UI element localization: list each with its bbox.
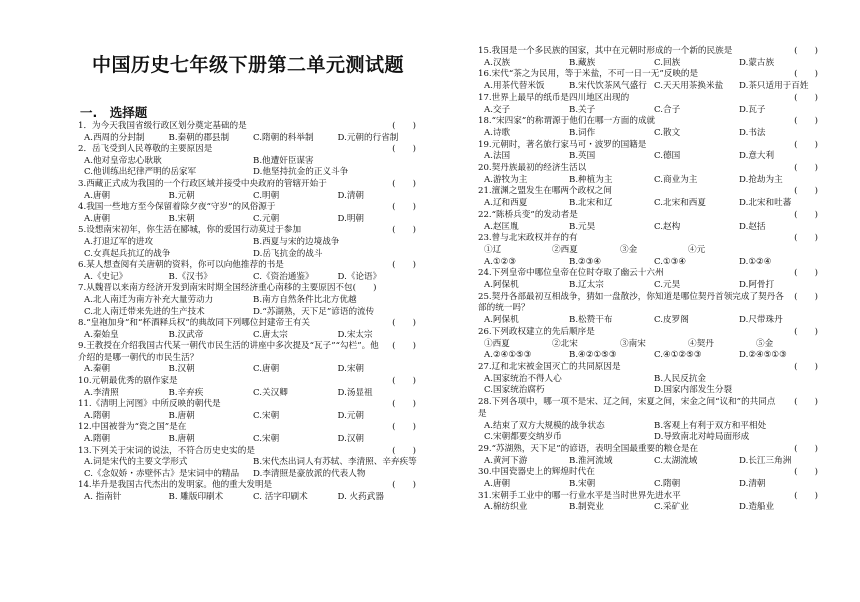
question-item (478, 491, 818, 514)
question-item (478, 327, 818, 362)
answer-option[interactable]: B.淮河流域 (569, 455, 613, 466)
answer-option[interactable]: D.意大利 (739, 151, 775, 162)
answer-option[interactable]: ③金 (620, 244, 638, 255)
answer-option[interactable]: B.南方自然条件比北方优越 (253, 294, 357, 305)
answer-option[interactable]: D.汤显祖 (337, 387, 373, 398)
answer-option[interactable]: C.①③④ (654, 256, 687, 267)
answer-option[interactable]: D.长江三角洲 (739, 455, 792, 466)
answer-option[interactable]: B.西夏与宋的边境战争 (253, 236, 340, 247)
answer-option[interactable]: B.词作 (569, 127, 596, 138)
answer-option[interactable]: D.宋太宗 (337, 329, 373, 340)
answer-bracket: ( ) (794, 291, 818, 302)
answer-option[interactable]: A.法国 (484, 151, 511, 162)
answer-option[interactable]: C.女真起兵抗辽的战争 (84, 248, 171, 259)
question-stem: 12.中国被誉为“瓷之国”是在 (78, 422, 187, 433)
answer-option[interactable]: A.词是宋代的主要文学形式 (84, 457, 188, 468)
answer-option[interactable]: C.④①②⑤③ (654, 350, 702, 361)
answer-bracket: ( ) (794, 186, 818, 197)
options-row (478, 456, 818, 468)
answer-option[interactable]: A.李清照 (84, 387, 119, 398)
answer-option[interactable]: C.天天用茶换米盐 (654, 81, 724, 92)
answer-option[interactable]: B.秦朝的郡县制 (168, 132, 230, 143)
question-item (78, 318, 416, 341)
options-row (78, 330, 416, 342)
question-stem: 31.宋朝手工业中的哪一行业水平是当时世界先进水平 (478, 490, 681, 501)
page-title: 中国历史七年级下册第二单元测试题 (92, 54, 405, 76)
answer-option[interactable]: D.岳飞抗金的战斗 (253, 248, 323, 259)
answer-option[interactable]: B.北宋和辽 (569, 198, 613, 209)
answer-option[interactable]: A.隋朝 (84, 410, 111, 421)
question-stem: 21.澶渊之盟发生在哪两个政权之间 (478, 186, 612, 197)
question-stem: 29.“苏湖熟，天下足”的谚语，表明全国最重要的粮仓是在 (478, 443, 699, 454)
answer-option[interactable]: B.辽太宗 (569, 280, 604, 291)
answer-option[interactable]: D.国家内部发生分裂 (654, 385, 733, 396)
answer-option[interactable]: ①西夏 (484, 338, 510, 349)
answer-option[interactable]: B.人民反抗金 (654, 373, 707, 384)
question-stem: 18.“宋四家”的称谓源于他们在哪一方面的成就 (478, 116, 656, 127)
question-stem: 26.下列政权建立的先后顺序是 (478, 326, 595, 337)
answer-option[interactable]: D.①②④ (739, 256, 772, 267)
question-stem: 24.下列皇帝中哪位皇帝在位时夺取了幽云十六州 (478, 268, 664, 279)
answer-option[interactable]: B.他遭奸臣谋害 (253, 155, 314, 166)
answer-option[interactable]: C. 活字印刷术 (253, 492, 308, 502)
question-item (78, 225, 416, 260)
options-row (478, 151, 818, 163)
answer-option[interactable]: B.藏族 (569, 57, 596, 68)
question-item (78, 480, 416, 503)
answer-bracket: ( ) (392, 318, 416, 329)
answer-option[interactable]: D. 火药武器 (337, 492, 384, 502)
question-item (478, 140, 818, 163)
options-row (78, 156, 416, 179)
options-row (78, 411, 416, 423)
options-row (78, 191, 416, 203)
answer-option[interactable]: ③南宋 (620, 338, 646, 349)
options-row (478, 81, 818, 93)
question-item (478, 467, 818, 490)
answer-option[interactable]: D.李清照是豪放派的代表人物 (253, 468, 366, 479)
options-row (78, 434, 416, 446)
answer-option[interactable]: D.元朝的行省制 (337, 132, 399, 143)
answer-option[interactable]: D.清朝 (337, 190, 365, 201)
answer-option[interactable]: C.唐太宗 (253, 329, 288, 340)
question-stem: 20.契丹族最初的经济生活以 (478, 163, 587, 174)
answer-option[interactable]: C.隋朝 (654, 479, 681, 490)
answer-option[interactable]: A.西周的分封制 (84, 132, 145, 143)
options-row (478, 374, 818, 397)
question-item (478, 163, 818, 186)
answer-option[interactable]: D.导致南北对峙局面形成 (654, 432, 750, 443)
options-row (478, 198, 818, 210)
question-item (78, 422, 416, 445)
answer-option[interactable]: B.关子 (569, 104, 596, 115)
question-stem: 9.王教授在介绍我国古代某一朝代市民生活的讲座中多次提及“瓦子”“勾栏”。他介绍的是哪一朝代的市民生活？ (78, 341, 379, 363)
answer-option[interactable]: D.元朝 (337, 410, 365, 421)
question-stem: 1．为今天我国省级行政区划分奠定基础的是 (78, 121, 247, 131)
answer-bracket: ( ) (794, 490, 818, 501)
answer-option[interactable]: D.宋朝 (337, 364, 365, 375)
question-item (78, 179, 416, 202)
answer-option[interactable]: ④契丹 (688, 338, 714, 349)
question-stem: 11.《清明上河图》中所反映的朝代是 (78, 399, 221, 410)
answer-bracket: ( ) (392, 260, 416, 271)
answer-option[interactable]: D.明朝 (337, 213, 365, 224)
answer-option[interactable]: A.①②③ (484, 256, 517, 267)
question-stem: 27.辽和北宋被金国灭亡的共同原因是 (478, 361, 621, 372)
answer-option[interactable]: B.辛弃疾 (168, 387, 204, 398)
question-item (78, 399, 416, 422)
answer-bracket: ( ) (392, 422, 416, 433)
answer-bracket: ( ) (794, 163, 818, 174)
answer-option[interactable]: A.②④①⑤③ (484, 350, 532, 361)
answer-option[interactable]: B.客观上有利于双方和平相处 (654, 420, 767, 431)
answer-option[interactable]: ①辽 (484, 244, 502, 255)
answer-option[interactable]: C.回族 (654, 57, 681, 68)
answer-option[interactable]: B.松赞干布 (569, 315, 613, 326)
answer-option[interactable]: B.汉朝 (168, 364, 195, 375)
question-item (78, 283, 416, 318)
answer-option[interactable]: C.元昊 (654, 280, 681, 291)
question-item (78, 260, 416, 283)
answer-option[interactable]: C.明朝 (253, 190, 280, 201)
answer-option[interactable]: B.元朝 (168, 190, 195, 201)
answer-option[interactable]: B.宋朝 (569, 479, 596, 490)
answer-option[interactable]: A.阿保机 (484, 280, 519, 291)
answer-option[interactable]: A.诗歌 (484, 127, 511, 138)
answer-option[interactable]: A.隋朝 (84, 434, 111, 445)
answer-option[interactable]: D.造船业 (739, 502, 775, 513)
options-row (478, 339, 818, 351)
answer-bracket: ( ) (392, 144, 416, 155)
answer-bracket: ( ) (794, 209, 818, 220)
answer-bracket: ( ) (794, 361, 818, 372)
question-list-left (78, 121, 416, 504)
answer-option[interactable]: C.宋朝 (253, 434, 280, 445)
answer-option[interactable]: A. 指南针 (84, 492, 122, 502)
question-item (478, 233, 818, 268)
options-row (478, 421, 818, 444)
options-row (478, 350, 818, 362)
answer-bracket: ( ) (392, 399, 416, 410)
options-row (478, 257, 818, 269)
question-item (478, 210, 818, 233)
question-stem: 4.我国一些地方至今保留着除夕夜“守岁”的风俗源于 (78, 202, 276, 213)
question-item (78, 144, 416, 179)
options-row (78, 295, 416, 318)
answer-bracket: ( ) (794, 268, 818, 279)
answer-option[interactable]: ②北宋 (552, 338, 578, 349)
answer-option[interactable]: C.散文 (654, 127, 681, 138)
answer-bracket: ( ) (794, 92, 818, 103)
options-row (478, 280, 818, 292)
answer-option[interactable]: A.赵匡胤 (484, 221, 519, 232)
options-row (478, 128, 818, 140)
question-stem: 13.下列关于宋词的说法，不符合历史史实的是 (78, 445, 255, 456)
options-row (78, 388, 416, 400)
answer-option[interactable]: ④元 (688, 244, 706, 255)
answer-option[interactable]: D.北宋和吐蕃 (739, 198, 792, 209)
answer-option[interactable]: B.制瓷业 (569, 502, 604, 513)
question-item (478, 46, 818, 69)
answer-option[interactable]: D.《论语》 (337, 271, 382, 282)
answer-option[interactable]: A.国家统治不得人心 (484, 373, 562, 384)
answer-option[interactable]: C.他训练出纪律严明的岳家军 (84, 167, 197, 178)
answer-option[interactable]: A.黄河下游 (484, 455, 528, 466)
answer-option[interactable]: D.尺带珠丹 (739, 315, 783, 326)
answer-option[interactable]: B. 雕版印刷术 (168, 492, 224, 502)
answer-bracket: ( ) (392, 376, 416, 387)
question-item (478, 362, 818, 397)
question-item (478, 69, 818, 92)
section-heading: 一. 选择题 (80, 105, 148, 120)
answer-option[interactable]: A.阿保机 (484, 315, 519, 326)
answer-bracket: ( ) (392, 480, 416, 491)
answer-option[interactable]: C.隋朝的科举制 (253, 132, 314, 143)
answer-bracket: ( ) (392, 202, 416, 213)
question-item (478, 186, 818, 209)
question-stem: 30.中国瓷器史上的辉煌时代在 (478, 467, 595, 478)
answer-option[interactable]: A.唐朝 (484, 479, 511, 490)
question-stem: 28.下列各项中，哪一项不是宋、辽之间，宋夏之间，宋金之间“议和”的共同点是 (478, 397, 776, 419)
question-stem: 14.毕升是我国古代杰出的发明家。他的重大发明是 (78, 480, 273, 491)
answer-option[interactable]: A.北人南迁为南方补充大量劳动力 (84, 294, 214, 305)
options-row (478, 245, 818, 257)
answer-option[interactable]: A.汉族 (484, 57, 511, 68)
answer-option[interactable]: A.唐朝 (84, 213, 111, 224)
question-item (478, 93, 818, 116)
answer-option[interactable]: D.清朝 (739, 479, 766, 490)
question-item (478, 444, 818, 467)
answer-option[interactable]: A.交子 (484, 104, 511, 115)
question-stem: 19.元朝时，著名旅行家马可・波罗的国籍是 (478, 139, 647, 150)
answer-bracket: ( ) (794, 443, 818, 454)
question-stem: 15.我国是一个多民族的国家，其中在元朝时形成的一个新的民族是 (478, 46, 733, 56)
question-stem: 2．岳飞受到人民尊敬的主要原因是 (78, 144, 213, 155)
answer-option[interactable]: C.国家统治腐朽 (484, 385, 545, 396)
question-stem: 10.元朝最优秀的剧作家是 (78, 376, 178, 387)
question-item (478, 397, 818, 444)
answer-option[interactable]: D.茶只适用于百姓 (739, 81, 809, 92)
answer-option[interactable]: C.关汉卿 (253, 387, 288, 398)
answer-option[interactable]: D.抢劫为主 (739, 174, 783, 185)
answer-option[interactable]: A.秦始皇 (84, 329, 119, 340)
answer-option[interactable]: C.赵构 (654, 221, 681, 232)
answer-option[interactable]: B.汉武帝 (168, 329, 204, 340)
answer-option[interactable]: ②西夏 (552, 244, 578, 255)
options-row (78, 237, 416, 260)
answer-bracket: ( ) (794, 326, 818, 337)
answer-option[interactable]: C.太湖流域 (654, 455, 698, 466)
answer-option[interactable]: D.书法 (739, 127, 766, 138)
answer-bracket: ( ) (794, 116, 818, 127)
answer-option[interactable]: A.用茶代替米饭 (484, 81, 545, 92)
options-row (478, 315, 818, 327)
options-row (78, 214, 416, 226)
answer-option[interactable]: C.德国 (654, 151, 681, 162)
answer-option[interactable]: A.游牧为主 (484, 174, 528, 185)
answer-option[interactable]: D.他坚持抗金的正义斗争 (253, 167, 349, 178)
answer-bracket: ( ) (794, 397, 818, 408)
question-item (478, 116, 818, 139)
answer-option[interactable]: B.宋朝 (168, 213, 195, 224)
answer-option[interactable]: B.英国 (569, 151, 596, 162)
options-row (78, 364, 416, 376)
answer-option[interactable]: C.皮罗阁 (654, 315, 689, 326)
answer-bracket: ( ) (794, 467, 818, 478)
answer-bracket: ( ) (794, 69, 818, 80)
answer-option[interactable]: C.北人南迁带来先进的生产技术 (84, 306, 205, 317)
answer-option[interactable]: A.辽和西夏 (484, 198, 528, 209)
answer-bracket: ( ) (392, 178, 416, 189)
answer-option[interactable]: ⑤金 (756, 338, 774, 349)
question-stem: 8.“皇袍加身”和“杯酒释兵权”的典故同下列哪位封建帝王有关 (78, 318, 311, 329)
answer-option[interactable]: B.唐朝 (168, 410, 195, 421)
question-item (78, 376, 416, 399)
question-stem: 17.世界上最早的纸币是四川地区出现的 (478, 92, 630, 103)
answer-option[interactable]: B.种植为主 (569, 174, 613, 185)
options-row (78, 272, 416, 284)
options-row (478, 222, 818, 234)
question-stem: 16.宋代“茶之为民用，等于米盐，不可一日一无”反映的是 (478, 69, 699, 80)
question-item (78, 341, 416, 376)
options-row (78, 457, 416, 480)
answer-option[interactable]: B.《汉书》 (168, 271, 212, 282)
question-item (78, 202, 416, 225)
answer-option[interactable]: C.北宋和西夏 (654, 198, 706, 209)
answer-bracket: ( ) (392, 341, 416, 352)
answer-option[interactable]: D.汉朝 (337, 434, 365, 445)
answer-option[interactable]: D.“苏湖熟，天下足”谚语的流传 (253, 306, 375, 317)
answer-bracket: ( ) (794, 139, 818, 150)
answer-option[interactable]: C.宋朝都要交纳岁币 (484, 432, 562, 443)
answer-option[interactable]: D.阿骨打 (739, 280, 775, 291)
question-stem: 25.契丹各部最初互相战争，猜如一盘散沙，你知道是哪位契丹首领完成了契丹各部的统一吗？ (478, 291, 784, 314)
answer-bracket: ( ) (392, 225, 416, 236)
answer-option[interactable]: B.④②①⑤③ (569, 350, 617, 361)
question-stem: 23.曾与北宋政权并存的有 (478, 233, 578, 244)
answer-bracket: ( ) (392, 445, 416, 456)
answer-bracket: ( ) (794, 46, 818, 56)
options-row (478, 175, 818, 187)
question-stem: 3.西藏正式成为我国的一个行政区域并接受中央政府的管辖开始于 (78, 178, 327, 189)
question-item (78, 446, 416, 481)
answer-option[interactable]: C.《资治通鉴》 (253, 271, 314, 282)
options-row (478, 105, 818, 117)
answer-option[interactable]: D.瓦子 (739, 104, 766, 115)
answer-bracket: ( ) (794, 233, 818, 244)
options-row (478, 502, 818, 514)
answer-option[interactable]: A.结束了双方大规模的战争状态 (484, 420, 605, 431)
question-stem: 7.从魏晋以来南方经济开发到南宋时期全国经济重心南移的主要原因不包( ) (78, 283, 377, 294)
question-stem: 22.“陈桥兵变”的发动者是 (478, 209, 578, 220)
answer-option[interactable]: C.宋朝 (253, 410, 280, 421)
answer-option[interactable]: D.蒙古族 (739, 57, 775, 68)
answer-option[interactable]: C.唐朝 (253, 364, 280, 375)
options-row (78, 133, 416, 145)
answer-option[interactable]: B.宋代饮茶风气盛行 (569, 81, 647, 92)
options-row (478, 479, 818, 491)
answer-option[interactable]: A.棉纺织业 (484, 502, 528, 513)
answer-option[interactable]: B.唐朝 (168, 434, 195, 445)
answer-option[interactable]: A.唐朝 (84, 190, 111, 201)
question-item (78, 121, 416, 144)
question-list-right (478, 46, 818, 514)
question-item (478, 268, 818, 291)
answer-option[interactable]: B.元昊 (569, 221, 596, 232)
answer-option[interactable]: D.赵括 (739, 221, 766, 232)
answer-option[interactable]: C.合子 (654, 104, 681, 115)
answer-option[interactable]: A.打退辽军的进攻 (84, 236, 154, 247)
options-row (78, 492, 416, 504)
options-row (478, 58, 818, 70)
question-stem: 6.某人想查阅有关唐朝的资料，你可以向他推荐的书是 (78, 260, 284, 271)
answer-option[interactable]: C.商业为主 (654, 174, 698, 185)
answer-option[interactable]: C.《念奴娇・赤壁怀古》是宋词中的精品 (84, 468, 240, 479)
answer-option[interactable]: C.元朝 (253, 213, 280, 224)
answer-option[interactable]: A.秦朝 (84, 364, 111, 375)
answer-option[interactable]: B.宋代杰出词人有苏轼、李清照、辛弃疾等 (253, 457, 417, 468)
answer-option[interactable]: A.他对皇帝忠心耿耿 (84, 155, 162, 166)
question-item (478, 292, 818, 327)
answer-option[interactable]: D.②④⑤①③ (739, 350, 787, 361)
question-stem: 5.设想南宋初年，你生活在郾城，你的爱国行动莫过于参加 (78, 225, 302, 236)
answer-option[interactable]: C.采矿业 (654, 502, 689, 513)
answer-bracket: ( ) (392, 121, 416, 131)
answer-option[interactable]: B.②③④ (569, 256, 602, 267)
answer-option[interactable]: A.《史记》 (84, 271, 128, 282)
